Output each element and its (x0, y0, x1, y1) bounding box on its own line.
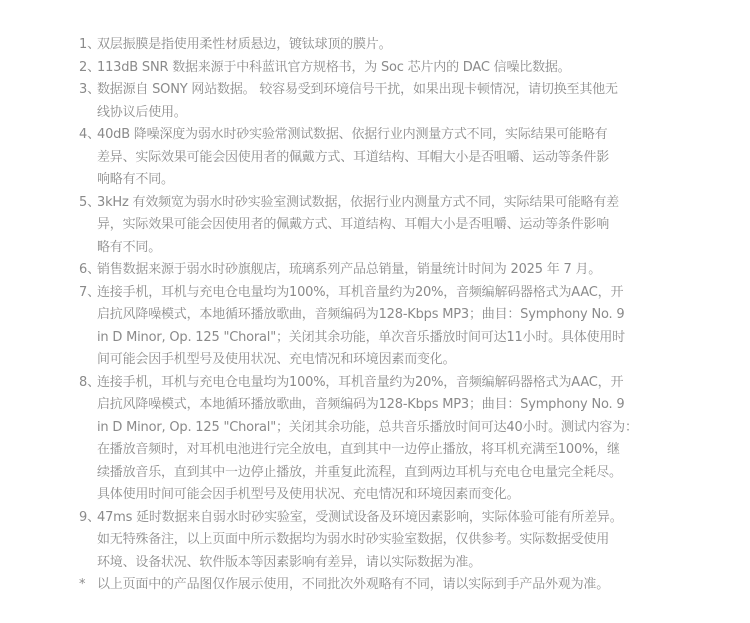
footnote-marker: 1、 (79, 37, 100, 52)
footnote-text-line: 续播放音乐，直到其中一边停止播放，并重复此流程，直到两边耳机与充电仓电量完全耗尽。 (97, 464, 622, 480)
footnote-marker: 3、 (79, 82, 100, 97)
footnote-text-line: 连接手机，耳机与充电仓电量均为100%，耳机音量约为20%，音频编解码器格式为AAC，开 (97, 374, 624, 390)
footnote-text-line: 启抗风降噪模式，本地循环播放歌曲，音频编码为128-Kbps MP3；曲目：Symphony No. 9 (97, 397, 625, 412)
footnote-text-line: 响略有不同。 (97, 172, 174, 187)
footnote-marker: 8、 (79, 374, 100, 390)
footnote-text-line: 113dB SNR 数据来源于中科蓝讯官方规格书，为 Soc 芯片内的 DAC 信噪比数据。 (97, 59, 571, 75)
footnotes-list (0, 34, 750, 597)
footnote-text-line: 略有不同。 (97, 239, 162, 255)
footnote-text (97, 507, 672, 575)
footnote-text-line: 数据源自 SONY 网站数据。 较容易受到环境信号干扰，如果出现卡顿情况，请切换至其他无 (97, 82, 618, 97)
footnote-marker: * (79, 577, 86, 592)
footnote-text-line: 具体使用时间可能会因手机型号及使用状况、充电情况和环境因素而变化。 (97, 487, 520, 502)
footnote-text-line: 启抗风降噪模式，本地循环播放歌曲，音频编码为128-Kbps MP3；曲目：Symphony No. 9 (97, 307, 625, 322)
footnote-text (97, 259, 672, 282)
footnote-text (97, 192, 672, 260)
footnote-text-line: 47ms 延时数据来自弱水时砂实验室，受测试设备及环境因素影响，实际体验可能有所差异。 (97, 509, 623, 525)
footnote-marker: 5、 (79, 194, 100, 210)
footnote-text-line: 在播放音频时，对耳机电池进行完全放电，直到其中一边停止播放，将耳机充满至100%，继 (97, 442, 620, 457)
footnote-text-line: 异，实际效果可能会因使用者的佩戴方式、耳道结构、耳帽大小是否咀嚼、运动等条件影响 (97, 217, 610, 232)
footnote-marker: 6、 (79, 262, 100, 277)
footnote-text-line: 以上页面中的产品图仅作展示使用，不同批次外观略有不同，请以实际到手产品外观为准。 (97, 577, 610, 592)
footnote-text-line: 40dB 降噪深度为弱水时砂实验常测试数据、依据行业内测量方式不同，实际结果可能略有 (97, 127, 608, 142)
footnote-marker: 4、 (79, 127, 100, 142)
footnote-text-line: 3kHz 有效频宽为弱水时砂实验室测试数据，依据行业内测量方式不同，实际结果可能略有差 (97, 194, 619, 210)
footnote-item (0, 124, 750, 192)
footnote-item (0, 192, 750, 260)
footnote-text (97, 57, 672, 80)
footnote-text-line: in D Minor, Op. 125 "Choral"；关闭其余功能，总共音乐播放时间可达40小时。测试内容为： (97, 419, 638, 435)
footnote-item (0, 57, 750, 80)
footnote-item (0, 34, 750, 57)
footnote-text (97, 372, 672, 507)
footnote-text-line: 连接手机，耳机与充电仓电量均为100%，耳机音量约为20%，音频编解码器格式为AAC，开 (97, 284, 624, 300)
footnote-text-line: 线协议后使用。 (97, 104, 187, 120)
footnote-item (0, 574, 750, 597)
footnote-text-line: 双层振膜是指使用柔性材质悬边，镀钛球顶的膜片。 (97, 37, 392, 52)
footnote-text (97, 124, 672, 192)
footnote-text (97, 282, 672, 372)
footnote-item (0, 372, 750, 507)
footnote-item (0, 259, 750, 282)
footnote-text-line: 差异、实际效果可能会因使用者的佩戴方式、耳道结构、耳帽大小是否咀嚼、运动等条件影 (97, 149, 610, 165)
footnote-text-line: 销售数据来源于弱水时砂旗舰店，琉璃系列产品总销量，销量统计时间为 2025 年 7 月。 (97, 262, 602, 277)
footnote-item (0, 79, 750, 124)
footnote-text-line: 如无特殊备注，以上页面中所示数据均为弱水时砂实验室数据，仅供参考。实际数据受使用 (97, 532, 610, 547)
footnote-text (97, 79, 672, 124)
footnote-marker: 2、 (79, 59, 100, 75)
footnote-text (97, 574, 672, 597)
footnote-text (97, 34, 672, 57)
footnote-item (0, 282, 750, 372)
footnote-text-line: in D Minor, Op. 125 "Choral"；关闭其余功能，单次音乐播放时间可达11小时。具体使用时 (97, 329, 625, 345)
footnote-marker: 9、 (79, 509, 100, 525)
footnote-marker: 7、 (79, 284, 100, 300)
footnote-text-line: 环境、设备状况、软件版本等因素影响有差异，请以实际数据为准。 (97, 554, 482, 570)
footnote-item (0, 507, 750, 575)
footnote-text-line: 间可能会因手机型号及使用状况、充电情况和环境因素而变化。 (97, 352, 456, 367)
